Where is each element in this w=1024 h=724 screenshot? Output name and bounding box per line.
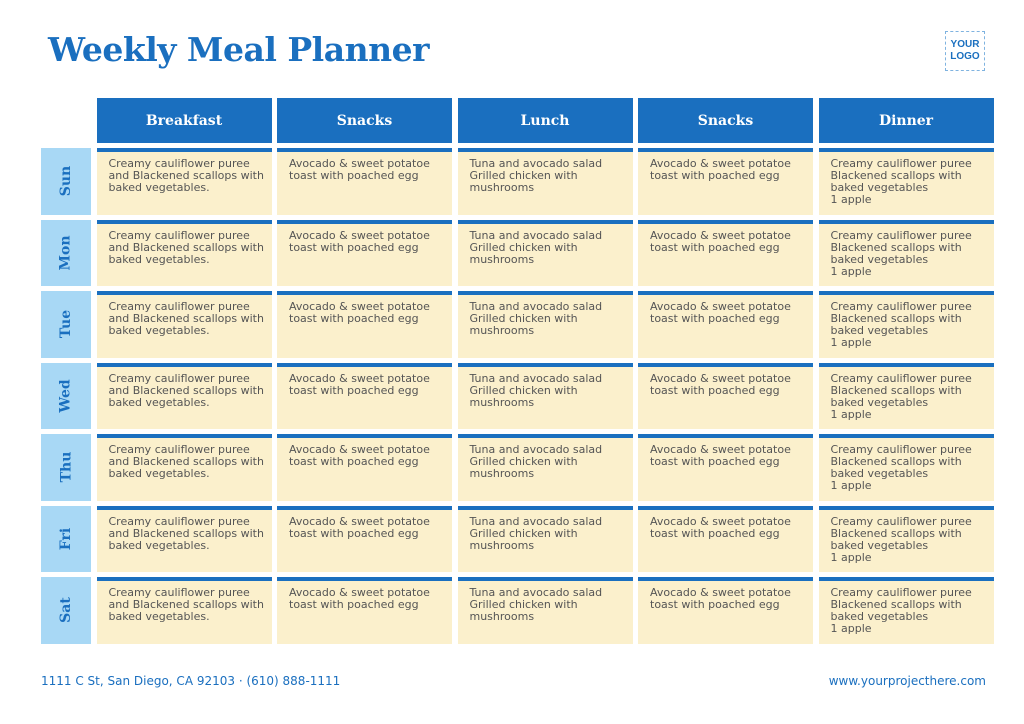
meal-text-line: Creamy cauliflower puree [830, 443, 972, 456]
meal-text-line: Creamy cauliflower puree [108, 586, 250, 599]
meal-cell[interactable] [819, 506, 994, 573]
meal-text-line: Creamy cauliflower puree [108, 514, 250, 528]
meal-cell[interactable] [458, 363, 633, 430]
meal-text-line: mushrooms [469, 324, 535, 337]
meal-text-line: 1 apple [830, 622, 872, 635]
meal-text-line: toast with poached egg [289, 455, 419, 468]
meal-cell[interactable] [97, 220, 272, 287]
meal-cell[interactable] [277, 434, 452, 501]
meal-text-line: Avocado & sweet potatoe [650, 586, 791, 599]
meal-text-line: toast with poached egg [650, 526, 780, 540]
meal-text-line: mushrooms [469, 467, 535, 480]
meal-cell[interactable] [819, 363, 994, 430]
meal-text-line: baked vegetables. [108, 538, 210, 552]
meal-text-line: Avocado & sweet potatoe [650, 300, 791, 313]
meal-text-line: baked vegetables. [108, 467, 210, 480]
meal-text-line: Grilled chicken with [469, 598, 578, 611]
meal-text-line: Creamy cauliflower puree [830, 371, 972, 385]
day-name: Wed [58, 379, 74, 413]
day-name: Fri [57, 527, 74, 550]
day-name: Sun [58, 166, 74, 197]
meal-text-line: 1 apple [830, 193, 872, 206]
meal-text-line: Avocado & sweet potatoe [650, 157, 791, 170]
column-header: Snacks [638, 98, 813, 143]
meal-text-line: 1 apple [830, 407, 872, 421]
meal-text-line: mushrooms [469, 610, 535, 623]
meal-text-line: Creamy cauliflower puree [108, 300, 250, 313]
day-label [41, 363, 91, 430]
meal-text-line: baked vegetables [830, 467, 929, 480]
meal-cell[interactable] [458, 577, 633, 644]
day-label [41, 506, 91, 573]
table-corner [41, 98, 91, 143]
meal-text-line: baked vegetables [830, 324, 929, 337]
meal-text-line: Avocado & sweet potatoe [289, 300, 430, 313]
meal-cell[interactable] [638, 577, 813, 644]
meal-text-line: baked vegetables. [108, 181, 210, 194]
meal-text-line: Creamy cauliflower puree [830, 228, 972, 242]
meal-text-line: baked vegetables [830, 181, 929, 194]
meal-text-line: Blackened scallops with [830, 455, 962, 468]
meal-text-line: Tuna and avocado salad [469, 443, 603, 456]
meal-text-line: Creamy cauliflower puree [108, 228, 250, 242]
meal-text-line: baked vegetables. [108, 395, 210, 409]
day-label [41, 291, 91, 358]
logo-placeholder [945, 31, 985, 71]
meal-cell[interactable] [458, 434, 633, 501]
meal-text-line: toast with poached egg [289, 526, 419, 540]
meal-cell[interactable] [97, 291, 272, 358]
meal-cell[interactable] [458, 220, 633, 287]
meal-planner-table [41, 98, 994, 644]
meal-cell[interactable] [97, 363, 272, 430]
meal-text-line: 1 apple [830, 264, 872, 278]
meal-text-line: toast with poached egg [650, 598, 780, 611]
meal-text-line: Grilled chicken with [469, 383, 578, 397]
day-name: Thu [58, 451, 74, 483]
meal-text-line: and Blackened scallops with [108, 383, 264, 397]
meal-text-line: toast with poached egg [650, 169, 780, 182]
meal-cell[interactable] [458, 148, 633, 215]
meal-cell[interactable] [277, 363, 452, 430]
meal-text-line: Creamy cauliflower puree [830, 586, 972, 599]
meal-text-line: Grilled chicken with [469, 526, 578, 540]
meal-text-line: Avocado & sweet potatoe [650, 371, 791, 385]
meal-text-line: baked vegetables. [108, 324, 210, 337]
meal-text-line: 1 apple [830, 550, 872, 564]
meal-text-line: baked vegetables [830, 538, 929, 552]
meal-text-line: Creamy cauliflower puree [108, 443, 250, 456]
meal-cell[interactable] [638, 434, 813, 501]
meal-text-line: Avocado & sweet potatoe [289, 514, 430, 528]
meal-cell[interactable] [638, 148, 813, 215]
meal-text-line: Blackened scallops with [830, 526, 962, 540]
meal-cell[interactable] [97, 577, 272, 644]
meal-text-line: Creamy cauliflower puree [108, 157, 250, 170]
meal-cell[interactable] [819, 434, 994, 501]
meal-cell[interactable] [277, 577, 452, 644]
meal-text-line: toast with poached egg [650, 455, 780, 468]
meal-text-line: baked vegetables [830, 610, 929, 623]
column-header: Snacks [277, 98, 452, 143]
meal-text-line: toast with poached egg [289, 383, 419, 397]
meal-text-line: and Blackened scallops with [108, 312, 264, 325]
day-name: Mon [57, 235, 74, 271]
meal-text-line: Grilled chicken with [469, 312, 578, 325]
meal-text-line: baked vegetables. [108, 610, 210, 623]
meal-text-line: and Blackened scallops with [108, 169, 264, 182]
meal-cell[interactable] [819, 291, 994, 358]
meal-text-line: Creamy cauliflower puree [830, 300, 972, 313]
meal-cell[interactable] [638, 506, 813, 573]
meal-text-line: 1 apple [830, 336, 872, 349]
meal-cell[interactable] [277, 148, 452, 215]
column-header: Dinner [819, 98, 994, 143]
meal-text-line: toast with poached egg [289, 169, 419, 182]
meal-text-line: baked vegetables [830, 252, 929, 266]
meal-cell[interactable] [458, 291, 633, 358]
meal-cell[interactable] [819, 577, 994, 644]
page-title: Weekly Meal Planner [48, 30, 429, 69]
day-name: Tue [58, 310, 74, 339]
meal-cell[interactable] [277, 220, 452, 287]
column-header: Breakfast [97, 98, 272, 143]
meal-text-line: Avocado & sweet potatoe [289, 586, 430, 599]
meal-text-line: and Blackened scallops with [108, 598, 264, 611]
logo-text: YOUR LOGO [950, 39, 980, 62]
meal-cell[interactable] [819, 220, 994, 287]
meal-text-line: Avocado & sweet potatoe [289, 157, 430, 170]
meal-cell[interactable] [638, 220, 813, 287]
meal-text-line: Tuna and avocado salad [469, 157, 603, 170]
meal-text-line: Avocado & sweet potatoe [650, 228, 791, 242]
meal-text-line: Avocado & sweet potatoe [650, 443, 791, 456]
day-label [41, 434, 91, 501]
day-name: Sat [58, 597, 74, 624]
meal-cell[interactable] [97, 148, 272, 215]
column-header: Lunch [458, 98, 633, 143]
meal-cell[interactable] [97, 434, 272, 501]
meal-text-line: Blackened scallops with [830, 240, 962, 254]
meal-text-line: Tuna and avocado salad [469, 300, 603, 313]
meal-text-line: mushrooms [469, 395, 535, 409]
meal-text-line: toast with poached egg [650, 240, 780, 254]
meal-text-line: Avocado & sweet potatoe [650, 514, 791, 528]
meal-text-line: toast with poached egg [289, 240, 419, 254]
meal-cell[interactable] [638, 291, 813, 358]
meal-text-line: Blackened scallops with [830, 312, 962, 325]
meal-cell[interactable] [277, 506, 452, 573]
meal-text-line: Tuna and avocado salad [469, 514, 603, 528]
meal-text-line: Tuna and avocado salad [469, 228, 603, 242]
meal-cell[interactable] [97, 506, 272, 573]
meal-text-line: and Blackened scallops with [108, 526, 264, 540]
meal-text-line: Grilled chicken with [469, 240, 578, 254]
footer-website-link[interactable]: www.yourprojecthere.com [828, 674, 986, 688]
meal-text-line: baked vegetables. [108, 252, 210, 266]
meal-text-line: mushrooms [469, 538, 535, 552]
meal-text-line: Avocado & sweet potatoe [289, 371, 430, 385]
meal-text-line: 1 apple [830, 479, 872, 492]
meal-text-line: Blackened scallops with [830, 383, 962, 397]
meal-text-line: toast with poached egg [289, 598, 419, 611]
footer-address: 1111 C St, San Diego, CA 92103 · (610) 888-1111 [41, 674, 341, 688]
meal-text-line: Grilled chicken with [469, 169, 578, 182]
day-label [41, 148, 91, 215]
meal-text-line: mushrooms [469, 252, 535, 266]
meal-text-line: Avocado & sweet potatoe [289, 228, 430, 242]
meal-text-line: Tuna and avocado salad [469, 371, 603, 385]
meal-text-line: Avocado & sweet potatoe [289, 443, 430, 456]
meal-text-line: Creamy cauliflower puree [108, 371, 250, 385]
meal-text-line: Tuna and avocado salad [469, 586, 603, 599]
day-label [41, 577, 91, 644]
meal-text-line: and Blackened scallops with [108, 455, 264, 468]
meal-text-line: and Blackened scallops with [108, 240, 264, 254]
meal-text-line: baked vegetables [830, 395, 929, 409]
meal-text-line: toast with poached egg [650, 383, 780, 397]
meal-text-line: Grilled chicken with [469, 455, 578, 468]
day-label [41, 220, 91, 287]
meal-text-line: toast with poached egg [289, 312, 419, 325]
meal-text-line: Creamy cauliflower puree [830, 514, 972, 528]
meal-cell[interactable] [638, 363, 813, 430]
meal-text-line: toast with poached egg [650, 312, 780, 325]
meal-cell[interactable] [277, 291, 452, 358]
meal-cell[interactable] [458, 506, 633, 573]
meal-text-line: Creamy cauliflower puree [830, 157, 972, 170]
meal-text-line: Blackened scallops with [830, 598, 962, 611]
meal-cell[interactable] [819, 148, 994, 215]
meal-text-line: mushrooms [469, 181, 535, 194]
meal-text-line: Blackened scallops with [830, 169, 962, 182]
